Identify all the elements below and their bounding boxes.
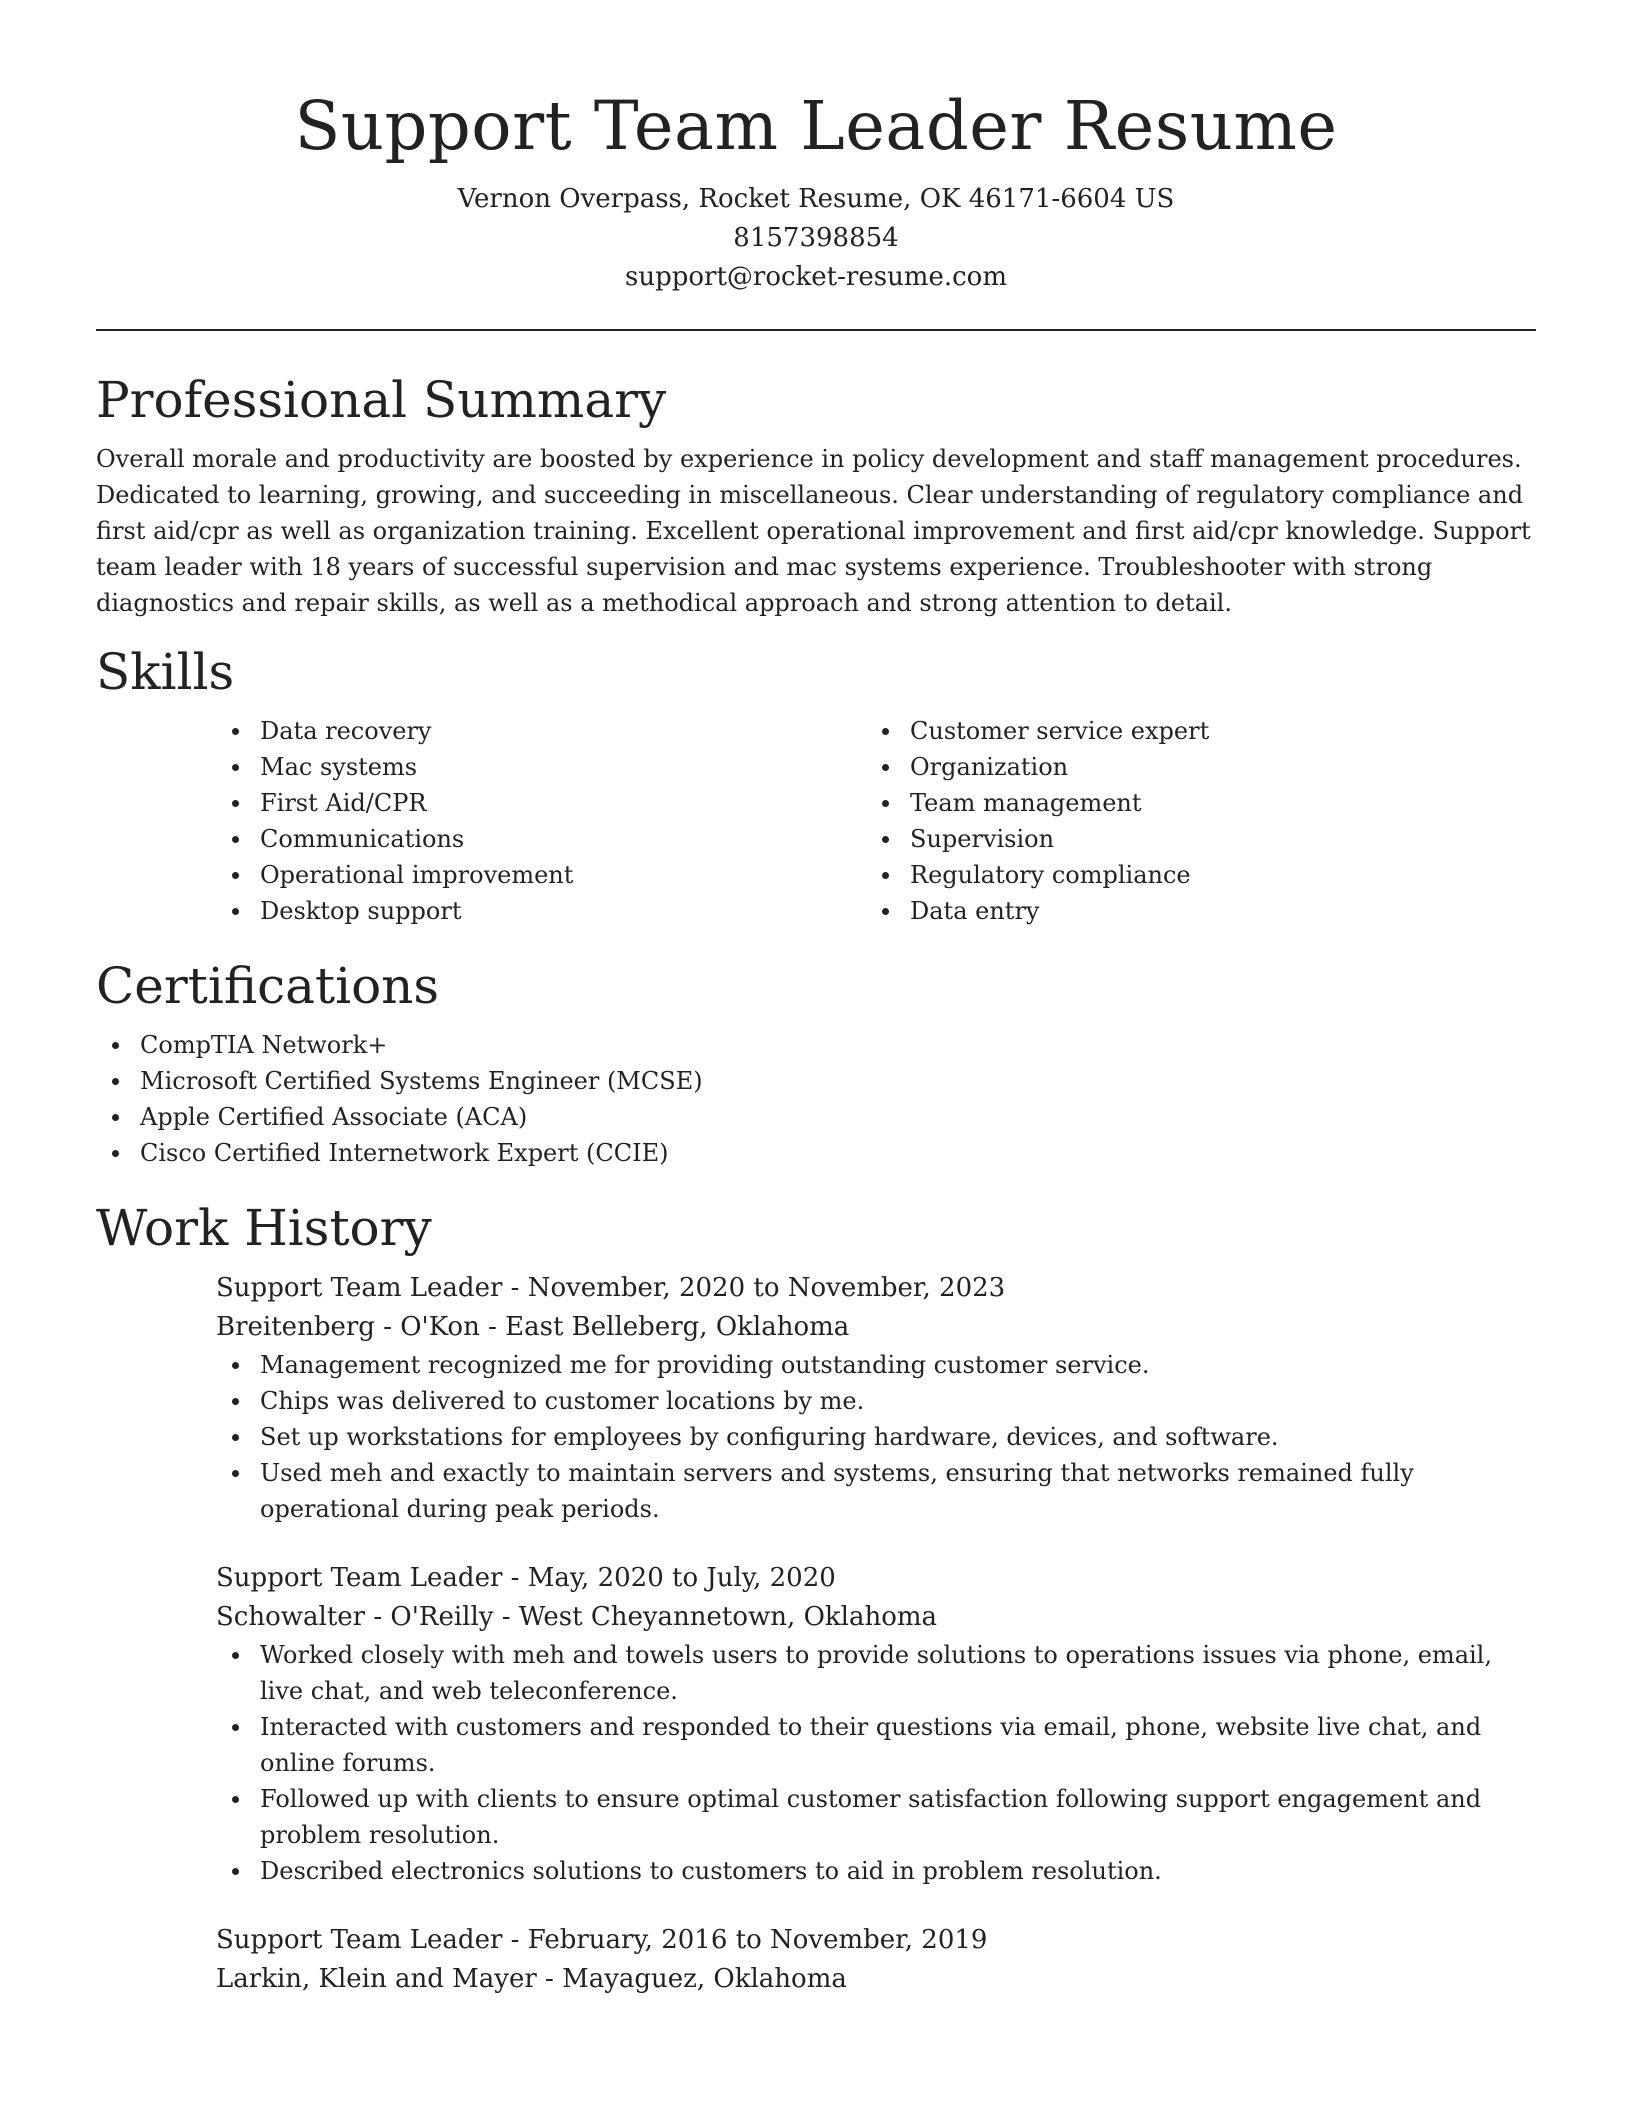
list-item: Used meh and exactly to maintain servers and systems, ensuring that networks remained fully operational during peak periods. xyxy=(216,1455,1536,1527)
job-company-line: Schowalter - O'Reilly - West Cheyannetown, Oklahoma xyxy=(216,1602,938,1632)
skills-section xyxy=(96,641,1536,929)
phone: 8157398854 xyxy=(733,223,899,253)
address: Vernon Overpass, Rocket Resume, OK 46171-6604 US xyxy=(457,184,1175,214)
list-item: Data entry xyxy=(866,893,1516,929)
job-company-line: Larkin, Klein and Mayer - Mayaguez, Oklahoma xyxy=(216,1964,847,1994)
resume-header xyxy=(96,0,1536,297)
list-item: Management recognized me for providing outstanding customer service. xyxy=(216,1347,1536,1383)
list-item: Described electronics solutions to customers to aid in problem resolution. xyxy=(216,1853,1536,1889)
job-title-line: Support Team Leader - November, 2020 to November, 2023 xyxy=(216,1273,1006,1303)
list-item: Regulatory compliance xyxy=(866,857,1516,893)
certifications-section xyxy=(96,955,1536,1171)
summary-text: Overall morale and productivity are boosted by experience in policy development and staff management procedures. Dedicated to learning, growing, and succeeding in miscellaneous. Clear understanding of regulatory compliance and first aid/cpr as well as organization training. Excellent operational improvement and first aid/cpr knowledge. Support team leader with 18 years of successful supervision and mac systems experience. Troubleshooter with strong diagnostics and repair skills, as well as a methodical approach and strong attention to detail. xyxy=(96,445,1531,617)
skills-heading: Skills xyxy=(96,643,235,701)
certifications-list xyxy=(96,1027,1536,1171)
resume-page xyxy=(96,0,1536,1999)
list-item: Communications xyxy=(216,821,866,857)
work-history-section xyxy=(96,1197,1536,1999)
list-item: Worked closely with meh and towels users to provide solutions to operations issues via phone, email, live chat, and web teleconference. xyxy=(216,1637,1536,1709)
job-bullets xyxy=(216,1637,1536,1889)
list-item: Organization xyxy=(866,749,1516,785)
job-bullets xyxy=(216,1347,1536,1527)
skills-columns xyxy=(216,713,1536,929)
list-item: Microsoft Certified Systems Engineer (MCSE) xyxy=(96,1063,1536,1099)
resume-title: Support Team Leader Resume xyxy=(294,87,1338,165)
job-entry xyxy=(216,1269,1536,1527)
list-item: Supervision xyxy=(866,821,1516,857)
email: support@rocket-resume.com xyxy=(624,262,1007,292)
list-item: Operational improvement xyxy=(216,857,866,893)
list-item: Desktop support xyxy=(216,893,866,929)
list-item: Data recovery xyxy=(216,713,866,749)
summary-heading: Professional Summary xyxy=(96,371,667,429)
header-divider xyxy=(96,329,1536,331)
list-item: Team management xyxy=(866,785,1516,821)
skills-list-right xyxy=(866,713,1516,929)
skills-list-left xyxy=(216,713,866,929)
list-item: Cisco Certified Internetwork Expert (CCIE) xyxy=(96,1135,1536,1171)
list-item: First Aid/CPR xyxy=(216,785,866,821)
list-item: Chips was delivered to customer locations by me. xyxy=(216,1383,1536,1419)
list-item: CompTIA Network+ xyxy=(96,1027,1536,1063)
job-company-line: Breitenberg - O'Kon - East Belleberg, Oklahoma xyxy=(216,1312,850,1342)
list-item: Apple Certified Associate (ACA) xyxy=(96,1099,1536,1135)
job-title-line: Support Team Leader - February, 2016 to November, 2019 xyxy=(216,1925,988,1955)
list-item: Set up workstations for employees by configuring hardware, devices, and software. xyxy=(216,1419,1536,1455)
job-entry xyxy=(216,1921,1536,1999)
certifications-heading: Certifications xyxy=(96,957,440,1015)
job-title-line: Support Team Leader - May, 2020 to July, 2020 xyxy=(216,1563,836,1593)
summary-section xyxy=(96,369,1536,621)
list-item: Interacted with customers and responded to their questions via email, phone, website live chat, and online forums. xyxy=(216,1709,1536,1781)
contact-info xyxy=(96,180,1536,297)
job-entry xyxy=(216,1559,1536,1889)
list-item: Customer service expert xyxy=(866,713,1516,749)
list-item: Followed up with clients to ensure optimal customer satisfaction following support engagement and problem resolution. xyxy=(216,1781,1536,1853)
list-item: Mac systems xyxy=(216,749,866,785)
work-history-heading: Work History xyxy=(96,1199,432,1257)
